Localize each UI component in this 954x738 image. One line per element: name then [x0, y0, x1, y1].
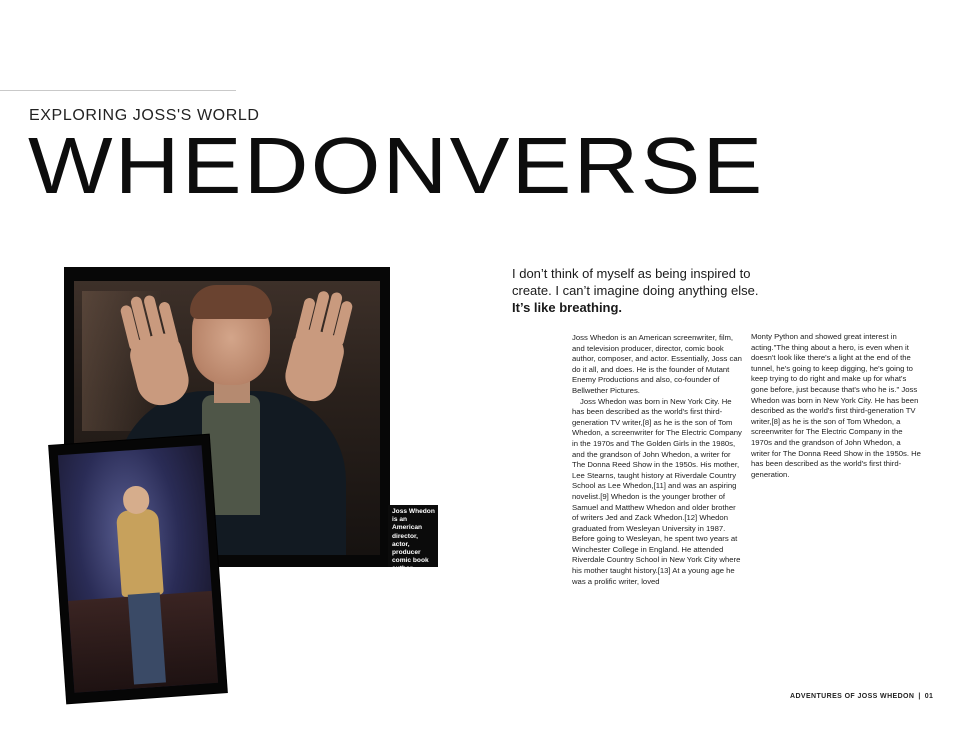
quote-line-2: create. I can’t imagine doing anything else. [512, 283, 759, 298]
section-kicker: EXPLORING JOSS'S WORLD [29, 107, 260, 124]
pull-quote [512, 265, 772, 316]
page-title: WHEDONVERSE [28, 121, 765, 210]
secondary-photo [49, 435, 227, 704]
photo-right-hand [280, 326, 347, 407]
footer-label: ADVENTURES OF JOSS WHEDON [790, 693, 915, 700]
page-footer [790, 693, 933, 700]
header-rule [0, 90, 236, 91]
body-paragraph: Joss Whedon is an American screenwriter, film, and television producer, director, comic book author, composer, and actor. Essentially, Joss can do it all, and does. He is the founder of Mutant Enemy Productions and also, co-founder of Bellwether Pictures. [572, 333, 742, 395]
body-column-2 [751, 332, 921, 480]
body-paragraph: Joss Whedon was born in New York City. He has been described as the world's first third-generation TV writer,[8] as he is the son of Tom Whedon, a screenwriter for The Electric Company in the 1970s and The Golden Girls in the 1980s, and the grandson of John Whedon, a writer for The Donna Reed Show in the 1950s. His mother, Lee Stearns, taught history at Riverdale Country School as Lee Whedon,[11] and was an aspiring novelist.[9] Whedon is the younger brother of Samuel and Matthew Whedon and older brother of writers Jed and Zack Whedon.[12] Whedon graduated from Wesleyan University in 1987. Before going to Wesleyan, he spent two years at Winchester College in England. He attended Riverdale Country School in New York City where his mother taught history.[13] At a young age he was a prolific writer, loved [572, 396, 742, 586]
quote-line-3: It’s like breathing. [512, 300, 623, 315]
secondary-photo-scene [58, 445, 218, 692]
body-column-1 [572, 333, 742, 587]
body-paragraph: Monty Python and showed great interest in acting."The thing about a hero, is even when it doesn't look like there's a light at the end of the tunnel, he's going to keep digging, he's going to keep trying to do right and make up for what's gone before, just because that's who he is." Joss Whedon was born in New York City. He has been described as the world's first third-generation TV writer,[8] as he is the son of Tom Whedon, a screenwriter for The Electric Company in the 1970s and the grandson of John Whedon, a writer for The Donna Reed Show in the 1950s. He has been described as the world's first third-generation. [751, 332, 921, 479]
photo-caption: Joss Whedon is an American director, actor, producer comic book author, composer, and screenwriter. [388, 505, 438, 567]
quote-line-1: I don’t think of myself as being inspired to [512, 266, 751, 281]
page-number: 01 [924, 693, 934, 700]
footer-separator: | [918, 693, 921, 700]
